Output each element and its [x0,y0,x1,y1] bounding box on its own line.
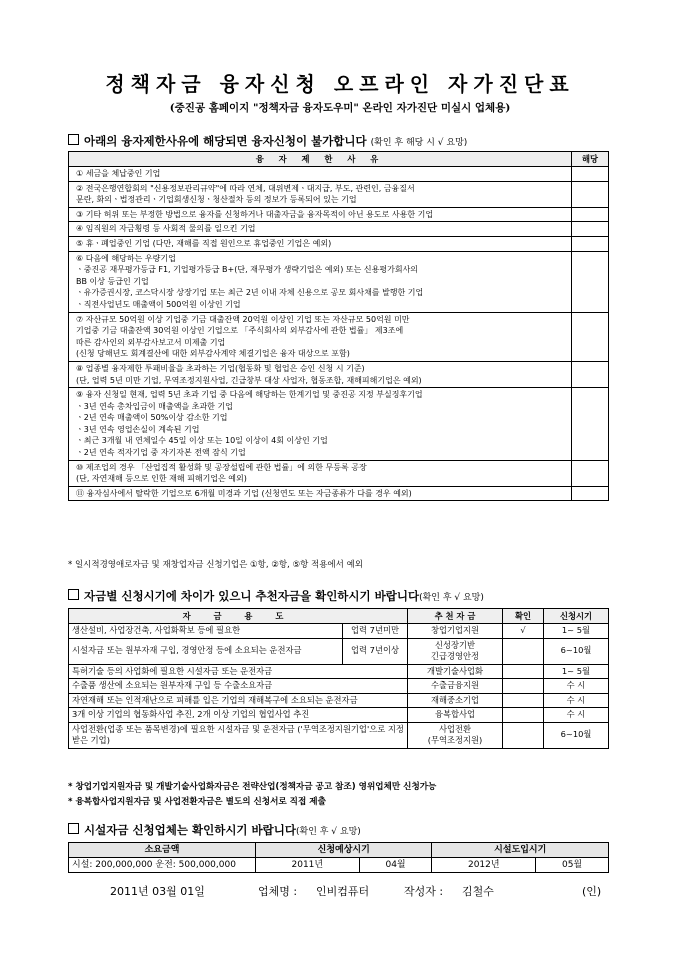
restriction-check-cell[interactable] [572,251,609,312]
restriction-row [69,388,609,461]
fund-use: 자연재해 또는 인적재난으로 피해를 입은 기업의 재해복구에 소요되는 운전자금 [69,693,408,708]
restriction-line: 문란, 화의ㆍ법정관리ㆍ기업회생신청ㆍ청산절차 등의 정보가 등록되어 있는 기업 [76,195,357,205]
restriction-line: (단, 자연재해 등으로 인한 재해 피해기업은 예외) [76,474,247,484]
fund-period: 수 시 [544,679,609,694]
restriction-check-cell[interactable] [572,312,609,361]
section3-heading-text: 시설자금 신청업체는 확인하시기 바랍니다 [84,823,296,837]
restriction-reason [69,486,572,501]
fund-name: 융복합사업 [408,708,503,723]
section1-footnote: * 일시적경영애로자금 및 재창업자금 신청기업은 ①항, ②항, ⑤항 적용에서 예외 [68,560,363,570]
section2-heading [68,588,484,604]
restriction-reason [69,222,572,237]
restriction-row [69,181,609,207]
expected-year: 2011년 [256,858,360,873]
company-name: 인비컴퓨터 [316,885,370,898]
fund-condition: 업력 7년이상 [343,638,408,664]
page-title: 정책자금 융자신청 오프라인 자가진단표 [105,72,575,96]
restriction-line: ㆍ유가증권시장, 코스닥시장 상장기업 또는 최근 2년 이내 자체 신용으로 공모 회사채를 발행한 기업 [76,288,424,298]
fund-check[interactable]: √ [503,624,544,639]
fund-condition: 업력 7년미만 [343,624,408,639]
fund-use: 생산설비, 사업장건축, 사업화확보 등에 필요한 [69,624,343,639]
fund-use: 특허기술 등의 사업화에 필요한 시설자금 또는 운전자금 [69,664,408,679]
restriction-line: ③ 기타 허위 또는 부정한 방법으로 융자를 신청하거나 대출자금을 융자목적이 아닌 용도로 사용한 기업 [76,209,434,219]
fund-name: 재해중소기업 [408,693,503,708]
fund-period: 6~10월 [544,638,609,664]
restriction-row [69,167,609,182]
col-amount: 소요금액 [69,843,256,858]
col-intro: 시설도입시기 [432,843,609,858]
restriction-reason [69,207,572,222]
fund-check[interactable] [503,638,544,664]
restriction-line: 기업중 기금 대출잔액 30억원 이상인 기업으로 「주식회사의 외부감사에 관한 법률」 제3조에 [76,326,404,336]
restriction-line: ㆍ2년 연속 매출액이 50%이상 감소한 기업 [76,413,228,423]
restriction-reason [69,388,572,461]
section2-footnote-1: * 창업기업지원자금 및 개발기술사업화자금은 전략산업(정책자금 공고 참조) 영위업체만 신청가능 [68,782,437,792]
fund-name: 사업전환 (무역조정지원) [408,722,503,748]
checkbox-square-icon [68,823,79,834]
restriction-check-cell[interactable] [572,388,609,461]
fund-row [69,664,609,679]
restriction-line: ⑪ 융자심사에서 탈락한 기업으로 6개월 미경과 기업 (신청연도 또는 자금종류가 다를 경우 예외) [76,488,412,498]
restriction-row [69,312,609,361]
section1-note: (확인 후 해당 시 √ 요망) [370,138,468,148]
sign-date: 2011년 03월 01일 [110,885,205,898]
col-check: 해당 [572,152,609,167]
fund-check[interactable] [503,708,544,723]
restriction-reason [69,460,572,486]
section1-heading-text: 아래의 융자제한사유에 해당되면 융자신청이 불가합니다 [84,134,367,148]
fund-name: 신성장기반 긴급경영안정 [408,638,503,664]
restriction-check-cell[interactable] [572,167,609,182]
restriction-line: ⑨ 융자 신청일 현재, 업력 5년 초과 기업 중 다음에 해당하는 한계기업 및 중진공 지정 부실징후기업 [76,390,423,400]
restriction-check-cell[interactable] [572,181,609,207]
restriction-row [69,207,609,222]
restriction-row [69,222,609,237]
fund-check[interactable] [503,679,544,694]
fund-use: 수출품 생산에 소요되는 원부자재 구입 등 수출소요자금 [69,679,408,694]
intro-month: 05월 [536,858,609,873]
fund-check[interactable] [503,722,544,748]
fund-row [69,722,609,748]
fund-use: 3개 이상 기업의 협동화사업 추진, 2개 이상 기업의 협업사업 추진 [69,708,408,723]
restriction-line: ㆍ2년 연속 적자기업 중 자기자본 전액 잠식 기업 [76,448,246,458]
fund-period: 6~10월 [544,722,609,748]
checkbox-square-icon [68,134,79,145]
restriction-row [69,460,609,486]
restriction-line: (단, 업력 5년 미만 기업, 무역조정지원사업, 긴급창부 대상 사업자, 협동조합, 재해피해기업은 예외) [76,375,422,385]
restriction-row [69,486,609,501]
col-use: 자 금 용 도 [69,609,408,624]
section2-footnote-2: * 융복합사업지원자금 및 사업전환자금은 별도의 신청서로 직접 제출 [68,797,326,807]
restriction-reason [69,167,572,182]
fund-period: 1~ 5월 [544,664,609,679]
section3-note: (확인 후 √ 요망) [295,827,361,837]
section1-heading [68,133,467,149]
restriction-row [69,361,609,387]
fund-use: 시설자금 또는 원부자재 구입, 경영안정 등에 소요되는 운전자금 [69,638,343,664]
restriction-reason [69,251,572,312]
col-fund: 추 천 자 금 [408,609,503,624]
restriction-line: 따른 감사인의 외부감사보고서 미제출 기업 [76,337,226,347]
restriction-line: ㆍ3년 연속 영업손실이 계속된 기업 [76,424,200,434]
section2-note: (확인 후 √ 요망) [419,593,484,603]
fund-period: 1~ 5월 [544,624,609,639]
col-expected: 신청예상시기 [256,843,432,858]
restriction-line: ㆍ3년 연속 총차입금이 매출액을 초과한 기업 [76,401,233,411]
fund-name: 창업기업지원 [408,624,503,639]
col-period: 신청시기 [544,609,609,624]
restriction-reason [69,236,572,251]
fund-table [68,608,609,749]
restriction-table [68,151,609,501]
restriction-check-cell[interactable] [572,207,609,222]
restriction-line: ㆍ직전사업년도 매출액이 500억원 이상인 기업 [76,299,241,309]
writer-name: 김철수 [462,885,494,898]
intro-year: 2012년 [432,858,536,873]
restriction-line: ㆍ중진공 재무평가등급 F1, 기업평가등급 B+(단, 재무평가 생략기업은 예외) 또는 신용평가회사의 [76,265,419,275]
fund-use: 사업전환(업종 또는 품목변경)에 필요한 시설자금 및 운전자금 ('무역조정지원기업'으로 지정받은 기업) [69,722,408,748]
section3-heading [68,822,361,838]
facility-table [68,842,609,873]
amount-value: 시설: 200,000,000 운전: 500,000,000 [69,858,256,873]
restriction-line: ⑦ 자산규모 50억원 이상 기업중 기금 대출잔액 20억원 이상인 기업 또는 자산규모 50억원 미만 [76,314,410,324]
fund-check[interactable] [503,664,544,679]
restriction-line: ⑩ 제조업의 경우 「산업집적 활성화 및 공장설립에 관한 법률」에 의한 무등록 공장 [76,462,367,472]
restriction-line: ⑥ 다음에 해당하는 우량기업 [76,253,176,263]
fund-row [69,679,609,694]
checkbox-square-icon [68,589,79,600]
restriction-check-cell[interactable] [572,222,609,237]
fund-row [69,624,609,639]
restriction-line: ㆍ최근 3개월 내 연체일수 45일 이상 또는 10일 이상이 4회 이상인 기업 [76,436,328,446]
restriction-row [69,251,609,312]
fund-row [69,638,609,664]
restriction-reason [69,312,572,361]
restriction-reason [69,181,572,207]
col-confirm: 확인 [503,609,544,624]
fund-row [69,708,609,723]
expected-month: 04월 [359,858,432,873]
restriction-check-cell[interactable] [572,460,609,486]
restriction-line: ① 세금을 체납중인 기업 [76,169,161,178]
restriction-row [69,236,609,251]
restriction-line: ② 전국은행연합회의 "신용정보관리규약"에 따라 연체, 대위변제ㆍ대지급, 부도, 관련인, 금융질서 [76,183,415,193]
fund-name: 개발기술사업화 [408,664,503,679]
restriction-line: ⑧ 업종별 융자제한 투패비율을 초과하는 기업(협동화 및 협업은 승인 신청 시 기준) [76,363,365,373]
section2-heading-text: 자금별 신청시기에 차이가 있으니 추천자금을 확인하시기 바랍니다 [84,589,420,603]
restriction-line: BB 이상 등급인 기업 [76,276,149,286]
restriction-check-cell[interactable] [572,361,609,387]
page-subtitle: (중진공 홈페이지 "정책자금 융자도우미" 온라인 자가진단 미실시 업체용) [169,102,511,114]
seal-mark: (인) [582,885,602,898]
restriction-line: ④ 임직원의 자금횡령 등 사회적 물의를 일으킨 기업 [76,224,256,234]
restriction-line: ⑤ 휴ㆍ폐업중인 기업 (다만, 재해를 직접 원인으로 휴업중인 기업은 예외) [76,238,332,248]
company-label: 업체명 : [258,885,298,898]
restriction-line: (신청 당해년도 회계결산에 대한 외부감사계약 체결기업은 융자 대상으로 포함) [76,349,350,359]
fund-period: 수 시 [544,708,609,723]
fund-name: 수출금융지원 [408,679,503,694]
restriction-reason [69,361,572,387]
restriction-check-cell[interactable] [572,236,609,251]
restriction-check-cell[interactable] [572,486,609,501]
fund-period: 수 시 [544,693,609,708]
writer-label: 작성자 : [404,885,444,898]
col-reason: 융 자 제 한 사 유 [69,152,572,167]
fund-row [69,693,609,708]
fund-check[interactable] [503,693,544,708]
